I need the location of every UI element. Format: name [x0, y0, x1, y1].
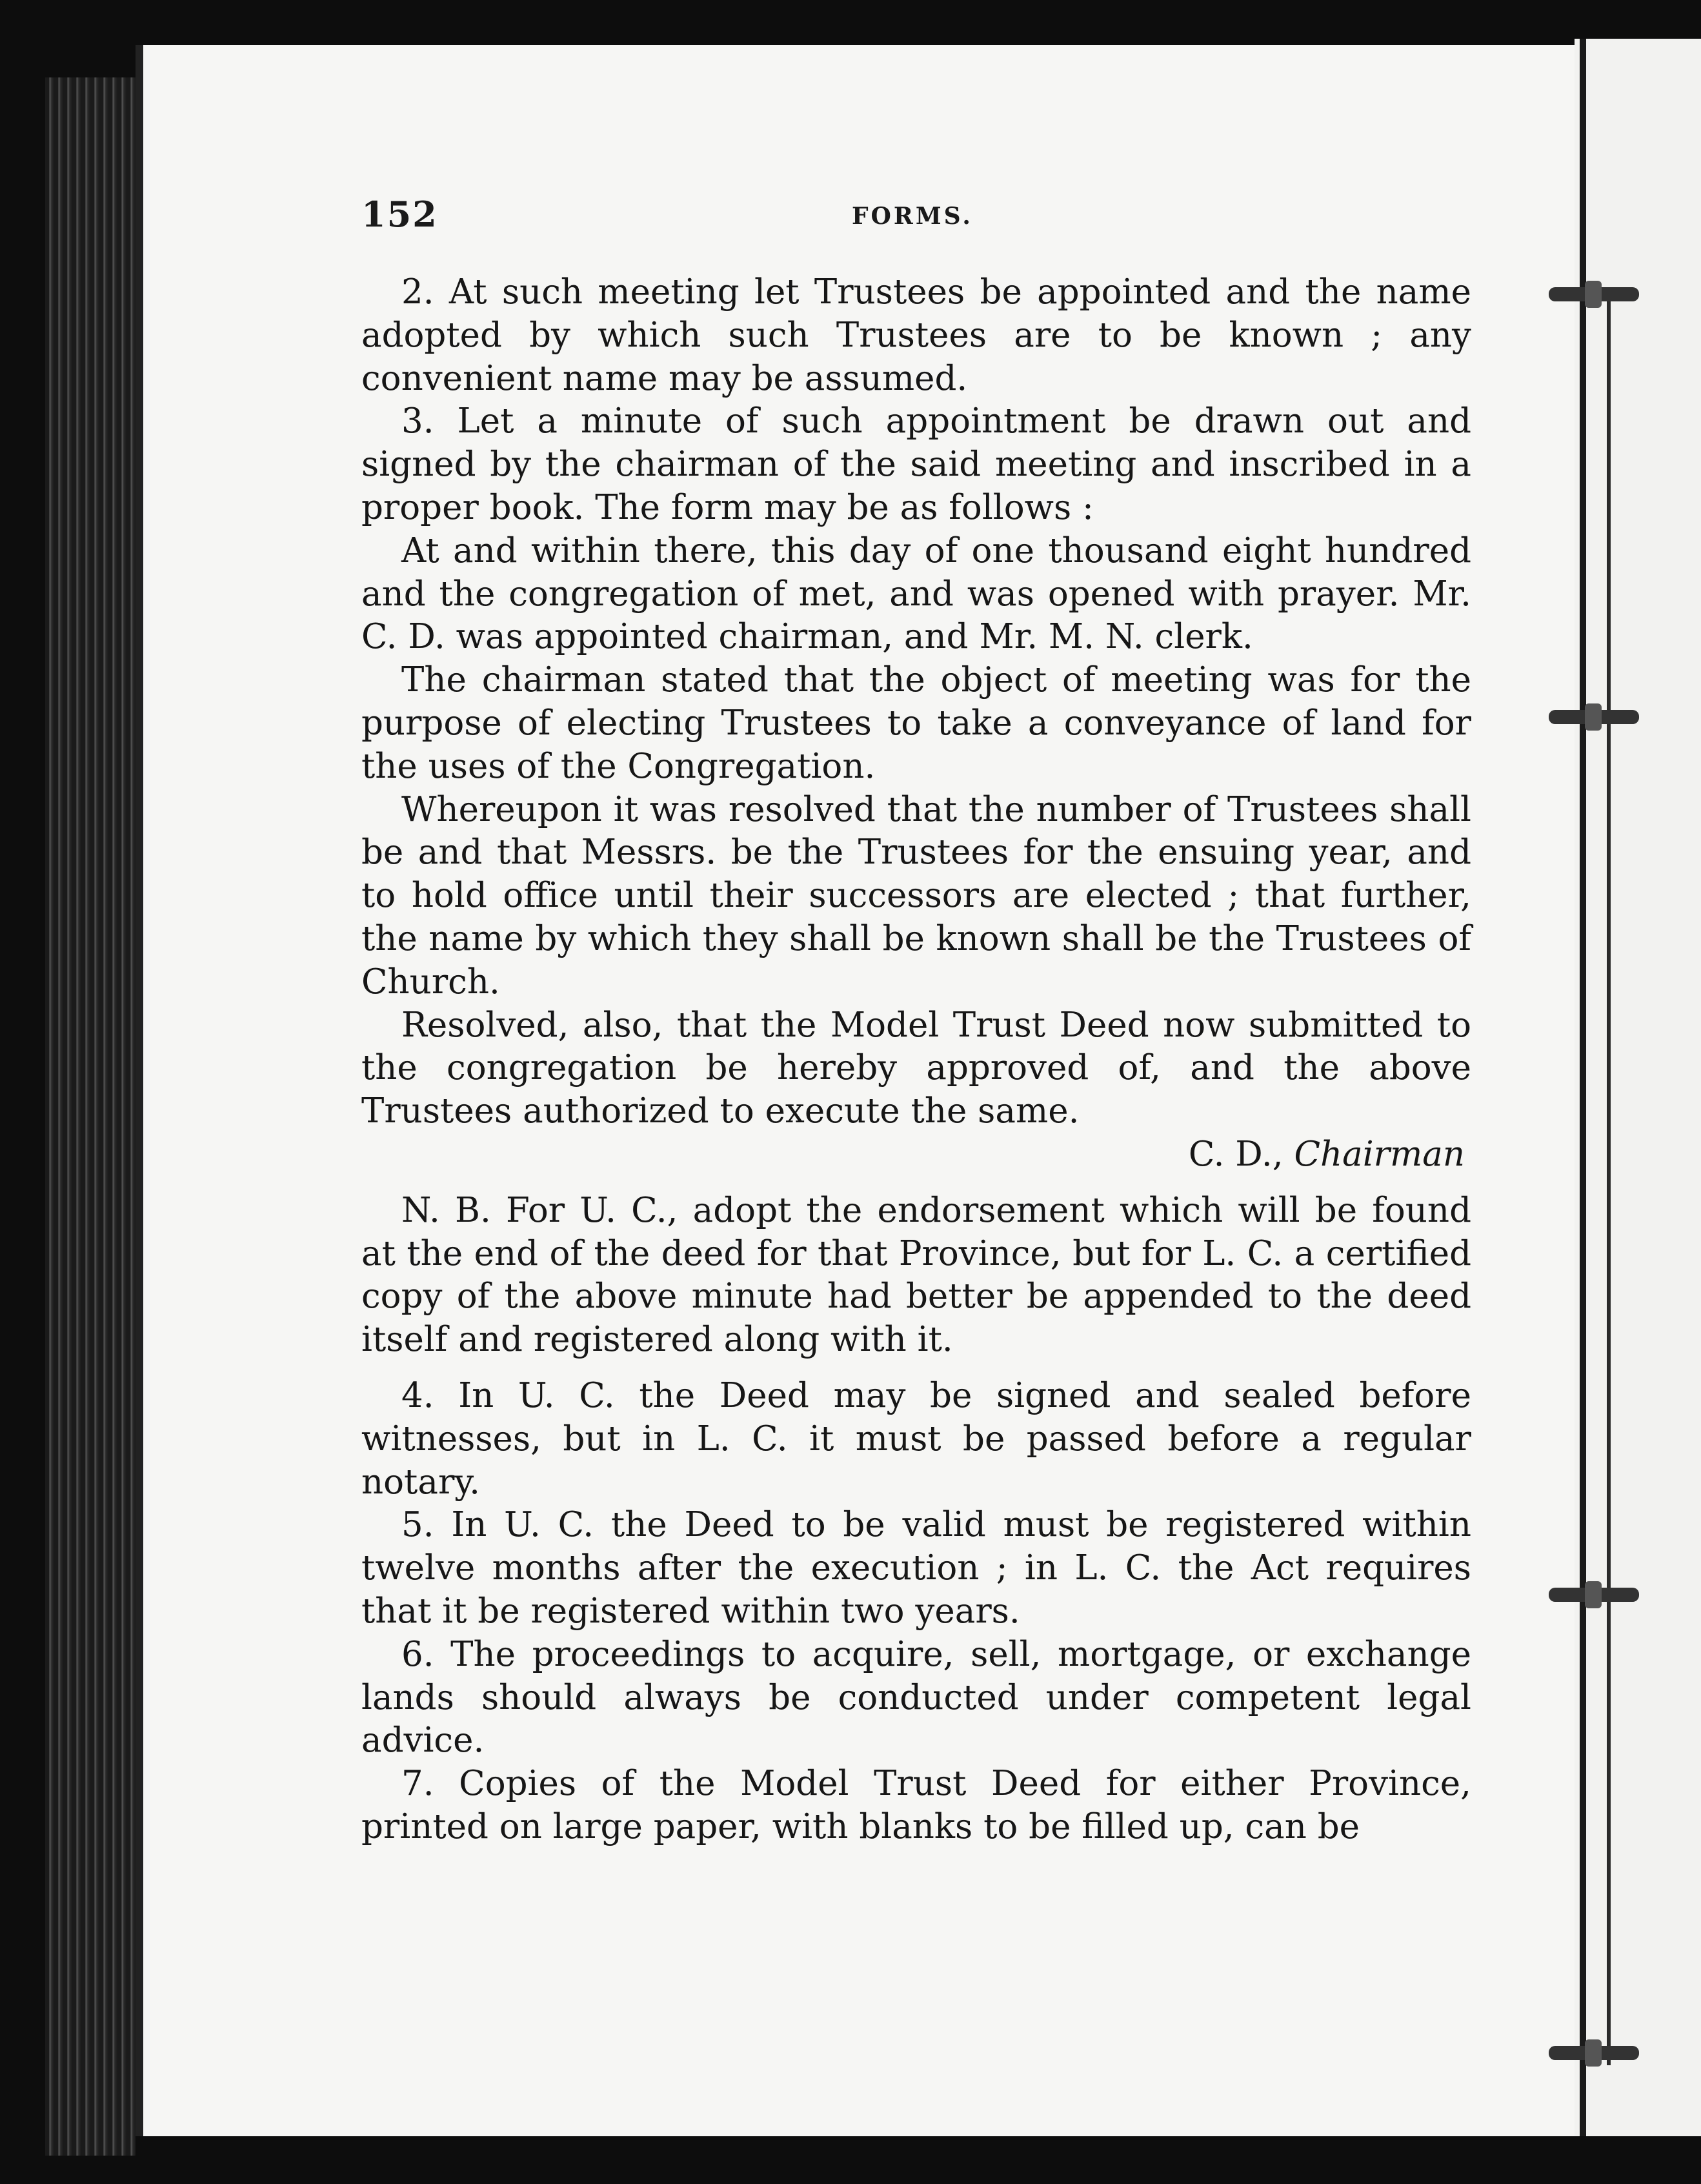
binding-stitch [1549, 710, 1639, 724]
scan-bottom-border [136, 2136, 1701, 2184]
note-paragraph: 6. The proceedings to acquire, sell, mortgage, or exchange lands should always be conducted under competent legal advice. [361, 1634, 1471, 1761]
form-paragraph: Resolved, also, that the Model Trust Deed now submitted to the congregation be hereby approved of, and the above Trustees authorized to execute the same. [361, 1005, 1471, 1131]
form-paragraph: At and within there, this day of one thousand eight hundred and the congregation of met, and was opened with prayer. Mr. C. D. was appointed chairman, and Mr. M. N. clerk. [361, 531, 1471, 657]
signature-line [361, 1133, 1471, 1177]
form-paragraph: The chairman stated that the object of meeting was for the purpose of electing Trustees to take a conveyance of land for the uses of the Congregation. [361, 660, 1471, 786]
note-paragraph: 4. In U. C. the Deed may be signed and sealed before witnesses, but in L. C. it must be passed before a regular notary. [361, 1375, 1471, 1502]
facing-page-edge [1575, 39, 1701, 2143]
book-page-edges [45, 77, 148, 2156]
binding-thread [1607, 297, 1611, 2065]
form-paragraph: Whereupon it was resolved that the number of Trustees shall be and that Messrs. be the Trustees for the ensuing year, and to hold office until their successors are elected ; that further, the name by which they shall be known shall be the Trustees of Church. [361, 789, 1471, 1002]
binding-stitch [1549, 287, 1639, 301]
binding-stitch [1549, 1588, 1639, 1602]
binding-stitch [1549, 2046, 1639, 2060]
running-head [361, 194, 1458, 239]
page-number: 152 [361, 194, 438, 235]
note-paragraph: 5. In U. C. the Deed to be valid must be registered within twelve months after the execution ; in L. C. the Act requires that it be registered within two years. [361, 1505, 1471, 1631]
signature-initials: C. D., [1188, 1134, 1283, 1174]
page-header-title: FORMS. [852, 203, 973, 230]
signature-role: Chairman [1294, 1134, 1465, 1174]
note-paragraph: 7. Copies of the Model Trust Deed for either Province, printed on large paper, with blanks to be filled up, can be [361, 1764, 1471, 1846]
paragraph: 3. Let a minute of such appointment be drawn out and signed by the chairman of the said meeting and inscribed in a proper book. The form may be as follows : [361, 401, 1471, 527]
paragraph: 2. At such meeting let Trustees be appointed and the name adopted by which such Trustees are to be known ; any convenient name may be assumed. [361, 272, 1471, 398]
body-text [361, 271, 1471, 1849]
note-paragraph: N. B. For U. C., adopt the endorsement which will be found at the end of the deed for that Province, but for L. C. a certified copy of the above minute had better be appended to the deed itself and registered along with it. [361, 1190, 1471, 1360]
binding-line [1580, 39, 1586, 2143]
